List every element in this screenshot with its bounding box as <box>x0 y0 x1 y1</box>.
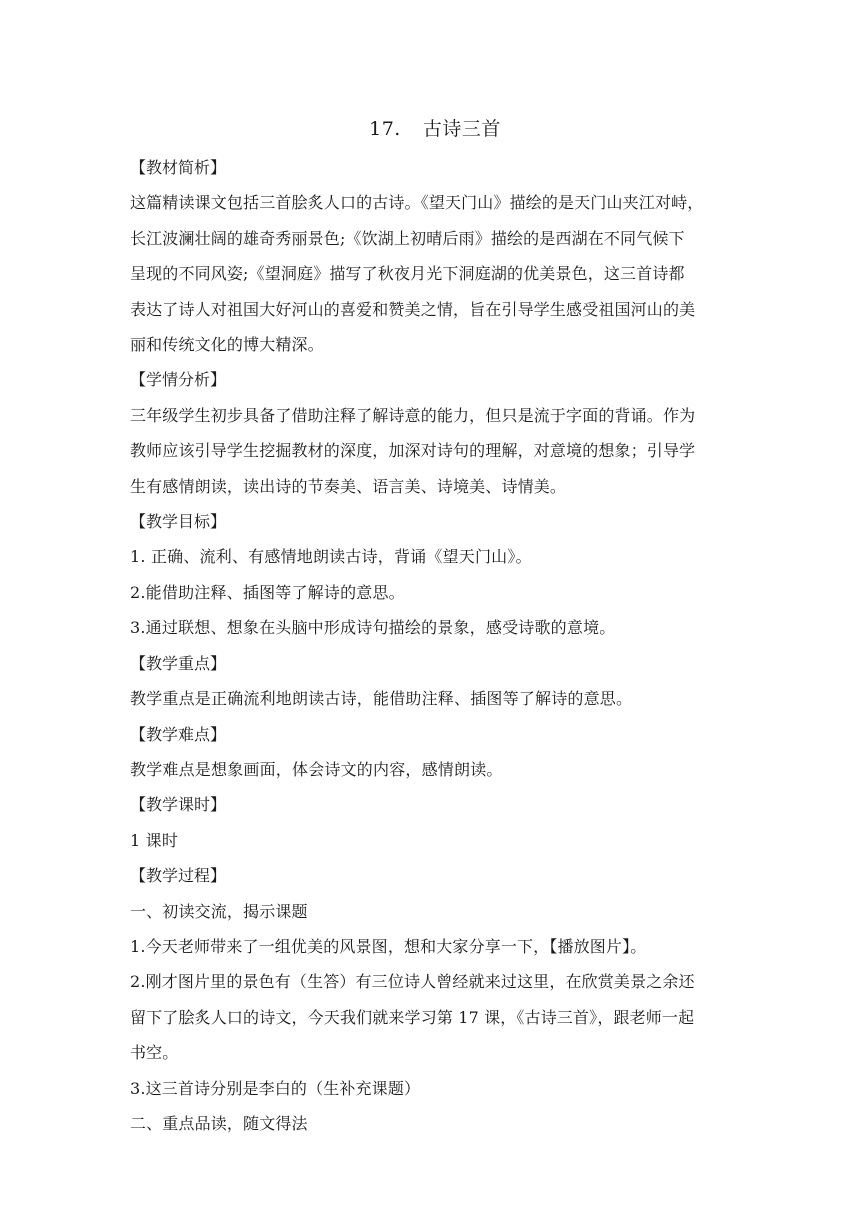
paragraph-line: 丽和传统文化的博大精深。 <box>130 335 324 355</box>
process-line: 书空。 <box>130 1043 179 1063</box>
process-heading: 【教学过程】 <box>130 866 227 886</box>
lesson-number: 17. <box>369 118 401 140</box>
process-line: 留下了脍炙人口的诗文，今天我们就来学习第 17 课，《古诗三首》，跟老师一起 <box>130 1007 695 1027</box>
process-line: 2.刚才图片里的景色有（生答）有三位诗人曾经就来过这里，在欣赏美景之余还 <box>130 972 695 992</box>
page-title <box>130 108 730 150</box>
learner-paragraph <box>130 398 730 504</box>
difficulty-heading: 【教学难点】 <box>130 724 227 744</box>
hours-heading: 【教学课时】 <box>130 795 227 815</box>
paragraph-line: 呈现的不同风姿;《望洞庭》描写了秋夜月光下洞庭湖的优美景色，这三首诗都 <box>130 264 685 284</box>
focus-heading: 【教学重点】 <box>130 653 227 673</box>
document-page <box>130 108 730 1141</box>
goal-item: 1. 正确、流利、有感情地朗读古诗，背诵《望天门山》。 <box>130 547 532 567</box>
paragraph-line: 生有感情朗读，读出诗的节奏美、语言美、诗境美、诗情美。 <box>130 476 567 496</box>
lesson-title: 古诗三首 <box>422 118 501 140</box>
paragraph-line: 长江波澜壮阔的雄奇秀丽景色;《饮湖上初晴后雨》描绘的是西湖在不同气候下 <box>130 228 685 248</box>
process-line: 1.今天老师带来了一组优美的风景图，想和大家分享一下，【播放图片】。 <box>130 936 647 956</box>
goal-item: 2.能借助注释、插图等了解诗的意思。 <box>130 582 405 602</box>
goal-item: 3.通过联想、想象在头脑中形成诗句描绘的景象，感受诗歌的意境。 <box>130 618 616 638</box>
process-body <box>130 894 730 1142</box>
analysis-heading: 【教材简析】 <box>130 158 227 177</box>
goals-heading: 【教学目标】 <box>130 512 227 532</box>
difficulty-text: 教学难点是想象画面，体会诗文的内容，感情朗读。 <box>130 759 503 779</box>
paragraph-line: 三年级学生初步具备了借助注释了解诗意的能力，但只是流于字面的背诵。作为 <box>130 405 696 425</box>
process-line: 3.这三首诗分别是李白的（生补充课题） <box>130 1078 421 1098</box>
analysis-paragraph <box>130 185 730 362</box>
process-line: 一、初读交流，揭示课题 <box>130 901 308 921</box>
paragraph-line: 表达了诗人对祖国大好河山的喜爱和赞美之情，旨在引导学生感受祖国河山的美 <box>130 299 696 319</box>
learner-heading: 【学情分析】 <box>130 370 227 390</box>
paragraph-line: 这篇精读课文包括三首脍炙人口的古诗。《望天门山》描绘的是天门山夹江对峙， <box>130 193 704 213</box>
process-line: 二、重点品读，随文得法 <box>130 1113 308 1133</box>
focus-text: 教学重点是正确流利地朗读古诗，能借助注释、插图等了解诗的意思。 <box>130 689 633 709</box>
hours-text: 1 课时 <box>130 830 179 850</box>
goals-list <box>130 539 730 645</box>
paragraph-line: 教师应该引导学生挖掘教材的深度，加深对诗句的理解，对意境的想象；引导学 <box>130 441 696 461</box>
